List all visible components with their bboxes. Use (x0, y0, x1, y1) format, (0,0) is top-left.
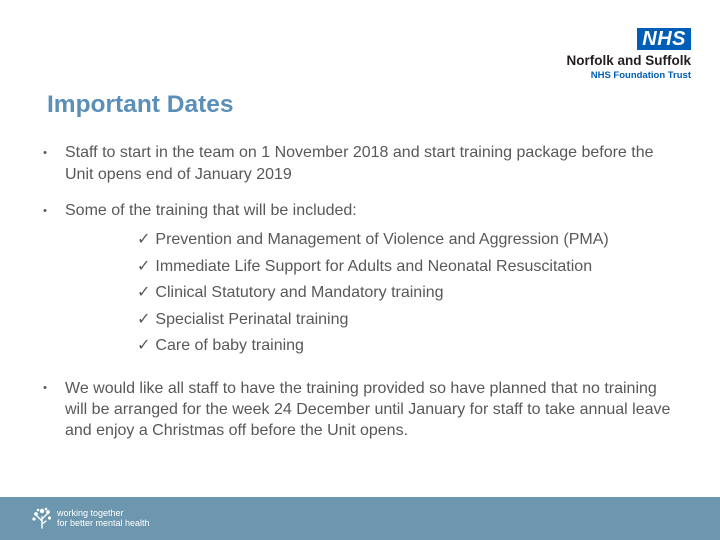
nhs-logo (567, 28, 692, 81)
checkmark-icon: ✓ (137, 284, 151, 301)
bullet-text: Staff to start in the team on 1 November 2018 and start training package before the Unit opens end of January 2019 (65, 144, 654, 183)
footer-tagline (57, 508, 150, 528)
bullet-text: We would like all staff to have the training provided so have planned that no training will be arranged for the week 24 December until January for staff to take annual leave and enjoy a Christmas off before the Unit opens. (65, 379, 671, 439)
checklist-item-text: Prevention and Management of Violence and Aggression (PMA) (155, 231, 609, 248)
checkmark-icon: ✓ (137, 337, 151, 354)
checklist-item (137, 307, 680, 334)
footer-bar (0, 497, 720, 540)
checkmark-icon: ✓ (137, 231, 151, 248)
tree-icon (30, 506, 54, 530)
bullet-dot: • (43, 381, 47, 394)
checklist-item (137, 333, 680, 360)
training-checklist (65, 227, 680, 360)
checkmark-icon: ✓ (137, 310, 151, 328)
nhs-logo-mark: NHS (637, 28, 691, 50)
bullet-dot: • (43, 147, 47, 159)
organisation-name: Norfolk and Suffolk (566, 53, 691, 68)
bullet-dot: • (43, 205, 47, 217)
bullet-list (30, 142, 680, 455)
footer-tagline-line2: for better mental health (57, 518, 150, 528)
checklist-item-text: Care of baby training (155, 337, 304, 354)
checklist-item (137, 254, 680, 281)
checklist-item (137, 280, 680, 307)
slide-title: Important Dates (47, 91, 234, 118)
trust-name: NHS Foundation Trust (590, 70, 691, 81)
checklist-item (137, 227, 680, 254)
footer-tagline-line1: working together (57, 508, 124, 518)
footer-logo (30, 506, 150, 530)
checklist-item-text: Specialist Perinatal training (155, 310, 349, 328)
bullet-item (30, 200, 680, 360)
bullet-text: Some of the training that will be included: (65, 202, 357, 219)
bullet-item (30, 142, 680, 186)
bullet-item (30, 378, 680, 441)
checklist-item-text: Immediate Life Support for Adults and Neonatal Resuscitation (155, 257, 593, 275)
checklist-item-text: Clinical Statutory and Mandatory training (155, 284, 444, 301)
checkmark-icon: ✓ (137, 257, 151, 275)
